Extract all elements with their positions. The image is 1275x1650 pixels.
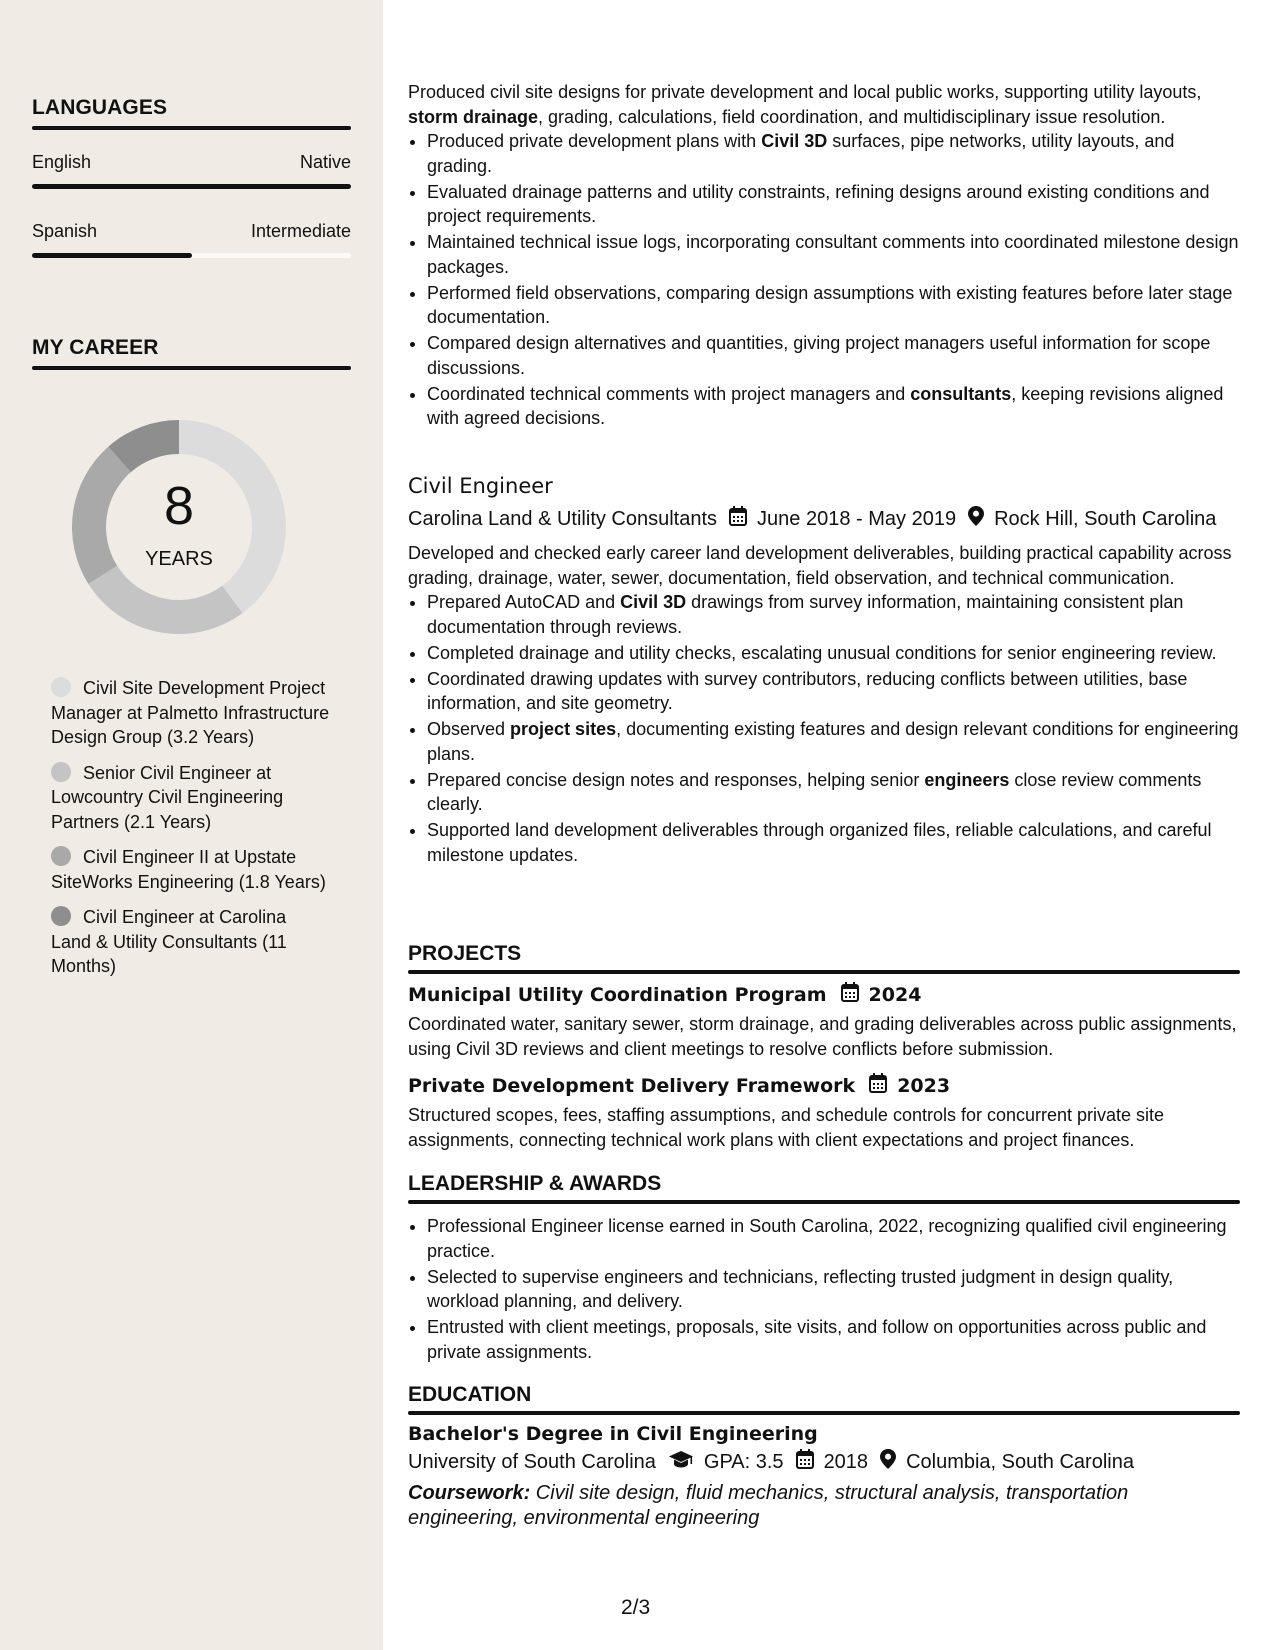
- text: Prepared concise design notes and responses, helping senior: [427, 769, 925, 790]
- coursework-text: Civil site design, fluid mechanics, structural analysis, transportation engineering, environmental engineering: [408, 1482, 1129, 1529]
- language-level: Intermediate: [250, 221, 351, 241]
- keyword: consultants: [910, 383, 1012, 404]
- bullet: [427, 129, 1240, 178]
- text: Produced private development plans with: [427, 131, 762, 151]
- job-entry: [408, 474, 1240, 869]
- leadership-section: [408, 1172, 1240, 1366]
- job-summary: Developed and checked early career land development deliverables, building practical capability across grading, drainage, water, sewer, documentation, field observation, and technical communication.: [408, 543, 1232, 588]
- text: close review comments clearly.: [427, 769, 1202, 814]
- bullet: • Performed field observations, comparing design assumptions with existing features before later stage documentation.: [427, 281, 1240, 330]
- leadership-item: • Professional Engineer license earned in South Carolina, 2022, recognizing qualified civil engineering practice.: [427, 1214, 1240, 1263]
- text: , grading, calculations, field coordination, and multidisciplinary issue resolution.: [538, 106, 1166, 127]
- job-bullets: [408, 590, 1240, 867]
- text: Coordinated technical comments with project managers and: [427, 383, 911, 404]
- project-name: Municipal Utility Coordination Program: [408, 983, 827, 1006]
- keyword: Civil 3D: [761, 131, 828, 151]
- leadership-item: • Entrusted with client meetings, proposals, site visits, and follow on opportunities across public and private assignments.: [427, 1315, 1240, 1364]
- legend-swatch: [51, 846, 71, 866]
- education-meta: [408, 1449, 1240, 1475]
- job-title: Civil Engineer: [408, 474, 553, 498]
- text: , keeping revisions aligned with agreed decisions.: [427, 383, 1224, 428]
- calendar-icon: [729, 506, 747, 532]
- calendar-icon: [841, 982, 859, 1007]
- career-donut-chart: [66, 414, 292, 640]
- project-name: Private Development Delivery Framework: [408, 1074, 856, 1097]
- language-item-spanish: [32, 221, 351, 258]
- bullet: • Maintained technical issue logs, incorporating consultant comments into coordinated milestone design packages.: [427, 230, 1240, 279]
- career-rule: [32, 366, 351, 370]
- project-year: 2023: [897, 1074, 951, 1097]
- legend-item: [51, 676, 331, 750]
- text: surfaces, pipe networks, utility layouts, and grading.: [427, 131, 1175, 176]
- leadership-list: [408, 1214, 1240, 1364]
- career-title: MY CAREER: [32, 336, 159, 359]
- project-title: [408, 1073, 1240, 1098]
- degree-title: Bachelor's Degree in Civil Engineering: [408, 1423, 818, 1445]
- job-summary: [408, 80, 1240, 129]
- keyword: project sites: [510, 719, 617, 739]
- legend-swatch: [51, 677, 71, 697]
- location-pin-icon: [880, 1449, 896, 1475]
- legend-swatch: [51, 906, 71, 926]
- graduation-cap-icon: [668, 1450, 694, 1474]
- company-name: Carolina Land & Utility Consultants: [408, 507, 718, 530]
- bullet: [427, 590, 1240, 639]
- language-level: Native: [299, 152, 351, 172]
- project-title: [408, 982, 1240, 1007]
- legend-item: [51, 905, 331, 979]
- job-bullets: [408, 129, 1240, 431]
- coursework: [408, 1481, 1240, 1530]
- project-description: Structured scopes, fees, staffing assumptions, and schedule controls for concurrent private site assignments, connecting technical work plans with client expectations and project finances.: [408, 1105, 1165, 1150]
- location-pin-icon: [968, 506, 984, 532]
- language-proficiency-bar: [32, 184, 351, 189]
- text: Prepared AutoCAD and: [427, 592, 621, 612]
- project-year: 2024: [868, 983, 922, 1006]
- education-section: [408, 1383, 1240, 1530]
- legend-label: Civil Engineer II at Upstate SiteWorks Engineering (1.8 Years): [51, 847, 326, 892]
- project-item: [408, 982, 1240, 1061]
- language-item-english: [32, 152, 351, 189]
- legend-item: [51, 761, 331, 835]
- calendar-icon: [796, 1449, 814, 1475]
- language-proficiency-bar: [32, 253, 351, 258]
- bullet: [427, 717, 1240, 766]
- bullet: • Compared design alternatives and quantities, giving project managers useful information for scope discussions.: [427, 331, 1240, 380]
- education-title: EDUCATION: [408, 1383, 532, 1406]
- gpa: GPA: 3.5: [703, 1450, 784, 1473]
- legend-item: [51, 845, 331, 894]
- text: , documenting existing features and design relevant conditions for engineering plans.: [427, 719, 1239, 764]
- leadership-item: • Selected to supervise engineers and technicians, reflecting trusted judgment in design quality, workload planning, and delivery.: [427, 1265, 1240, 1314]
- language-name: Spanish: [32, 221, 98, 241]
- graduation-year: 2018: [823, 1450, 869, 1473]
- text: Observed: [427, 719, 511, 739]
- languages-rule: [32, 126, 351, 130]
- projects-section: [408, 942, 1240, 1152]
- page-number: 2/3: [621, 1596, 651, 1619]
- leadership-title: LEADERSHIP & AWARDS: [408, 1172, 662, 1195]
- job-location: Rock Hill, South Carolina: [994, 507, 1217, 530]
- keyword: storm drainage: [408, 106, 539, 127]
- donut-center: [66, 414, 292, 640]
- career-legend: [51, 676, 331, 990]
- project-description: Coordinated water, sanitary sewer, storm drainage, and grading deliverables across public assignments, using Civil 3D reviews and client meetings to resolve conflicts before submission.: [408, 1014, 1237, 1059]
- bullet: • Completed drainage and utility checks, escalating unusual conditions for senior engineering review.: [427, 641, 1240, 666]
- language-proficiency-fill: [32, 184, 351, 189]
- legend-swatch: [51, 762, 71, 782]
- keyword: engineers: [924, 769, 1010, 790]
- projects-title: PROJECTS: [408, 942, 522, 965]
- bullet: • Supported land development deliverables through organized files, reliable calculations, and careful milestone updates.: [427, 818, 1240, 867]
- legend-label: Civil Site Development Project Manager at Palmetto Infrastructure Design Group (3.2 Years): [51, 678, 330, 747]
- bullet: [427, 382, 1240, 431]
- projects-rule: [408, 970, 1240, 974]
- keyword: Civil 3D: [620, 592, 687, 612]
- project-item: [408, 1073, 1240, 1152]
- career-total-unit: YEARS: [145, 548, 213, 570]
- bullet: [427, 768, 1240, 817]
- school-name: University of South Carolina: [408, 1450, 656, 1473]
- school-location: Columbia, South Carolina: [906, 1450, 1134, 1473]
- bullet: • Evaluated drainage patterns and utility constraints, refining designs around existing conditions and project requirements.: [427, 180, 1240, 229]
- job-meta: [408, 506, 1240, 532]
- languages-title: LANGUAGES: [32, 96, 168, 119]
- leadership-rule: [408, 1200, 1240, 1204]
- language-name: English: [32, 152, 92, 172]
- legend-label: Civil Engineer at Carolina Land & Utility Consultants (11 Months): [51, 907, 287, 976]
- coursework-label: Coursework:: [408, 1482, 531, 1504]
- previous-job-continuation: [408, 80, 1240, 432]
- calendar-icon: [869, 1073, 887, 1098]
- legend-label: Senior Civil Engineer at Lowcountry Civil Engineering Partners (2.1 Years): [51, 762, 284, 832]
- job-dates: June 2018 - May 2019: [757, 507, 957, 530]
- language-proficiency-fill: [32, 253, 192, 258]
- career-total-years: 8: [163, 476, 195, 536]
- text: Produced civil site designs for private development and local public works, supporting utility layouts,: [408, 82, 1202, 102]
- education-rule: [408, 1411, 1240, 1415]
- text: drawings from survey information, maintaining consistent plan documentation through reviews.: [427, 592, 1184, 637]
- bullet: • Coordinated drawing updates with survey contributors, reducing conflicts between utilities, base information, and site geometry.: [427, 667, 1240, 716]
